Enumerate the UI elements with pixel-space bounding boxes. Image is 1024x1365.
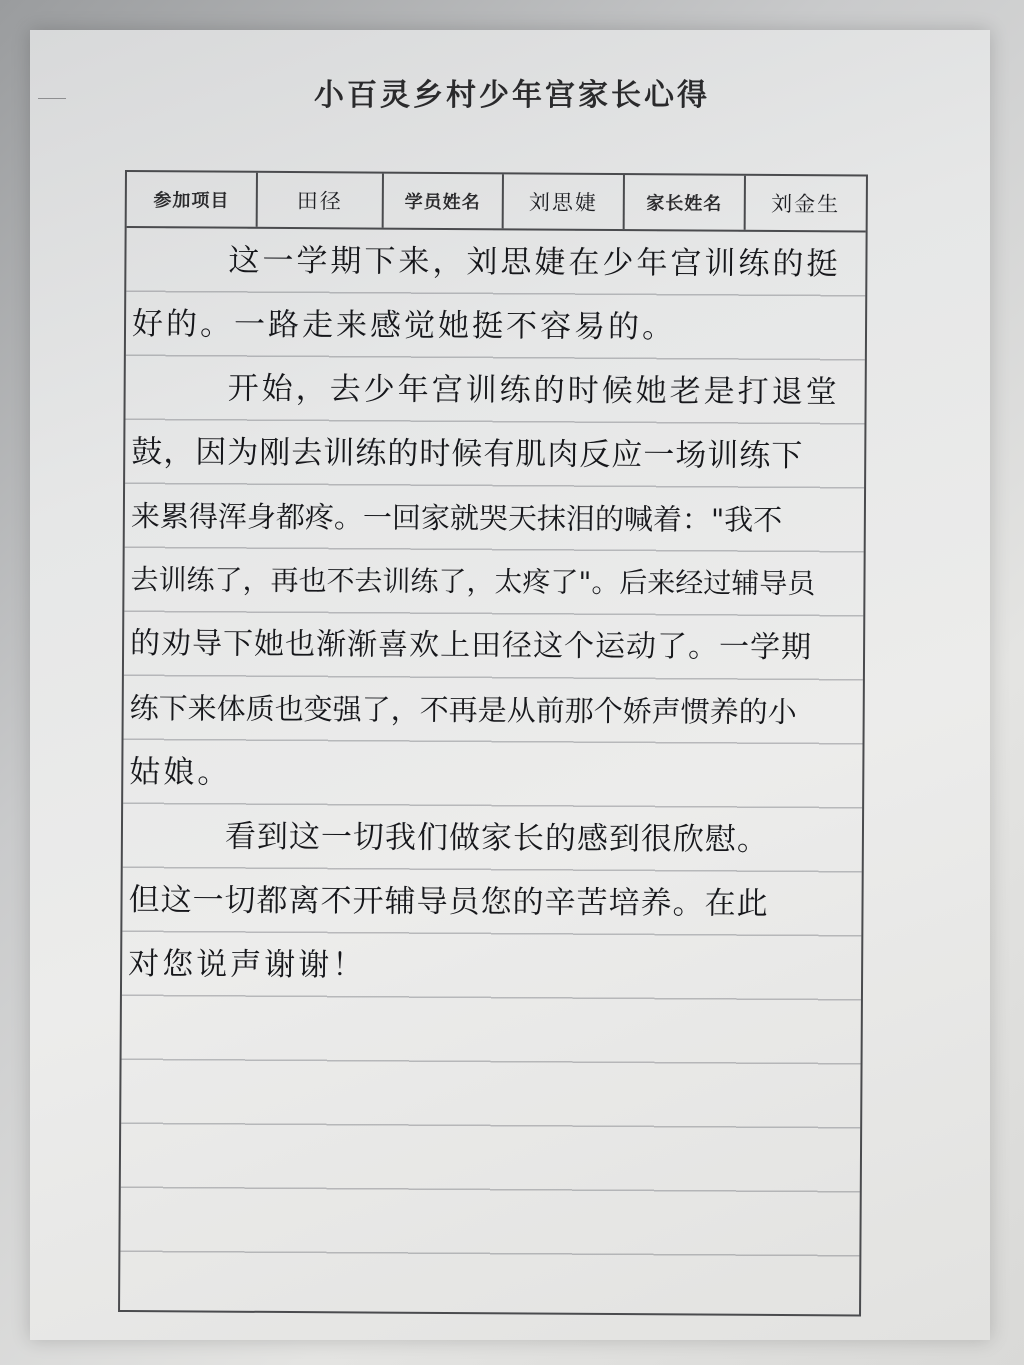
text-line: 来累得浑身都疼。一回家就哭天抹泪的喊着："我不 xyxy=(130,499,783,538)
text-line: 的劝导下她也渐渐喜欢上田径这个运动了。一学期 xyxy=(130,626,813,666)
student-name-label: 学员姓名 xyxy=(383,174,504,229)
feedback-form xyxy=(118,170,868,1317)
text-line: 练下来体质也变强了，不再是从前那个娇声惯养的小 xyxy=(129,691,797,730)
form-header-row xyxy=(127,172,866,233)
text-line: 鼓，因为刚去训练的时候有肌肉反应一场训练下 xyxy=(131,434,804,475)
text-line: 姑娘。 xyxy=(129,754,232,791)
text-line: 好的。一路走来感觉她挺不容易的。 xyxy=(131,306,677,346)
parent-name-value: 刘金生 xyxy=(771,191,841,217)
text-line: 去训练了，再也不去训练了，太疼了"。后来经过辅导员 xyxy=(130,563,816,601)
handwritten-body xyxy=(128,228,861,1000)
project-label: 参加项目 xyxy=(127,172,259,227)
text-line: 但这一切都离不开辅导员您的辛苦培养。在此 xyxy=(128,882,769,922)
text-line: 看到这一切我们做家长的感到很欣慰。 xyxy=(224,818,770,858)
text-line: 对您说声谢谢！ xyxy=(128,946,367,984)
project-value: 田径 xyxy=(258,173,384,228)
parent-name-label: 家长姓名 xyxy=(625,175,746,230)
student-name-value: 刘思婕 xyxy=(504,174,626,229)
text-line: 开始，去少年宫训练的时候她老是打退堂 xyxy=(227,370,840,411)
document-title: 小百灵乡村少年宫家长心得 xyxy=(314,78,710,113)
text-line: 这一学期下来，刘思婕在少年宫训练的挺 xyxy=(228,242,841,283)
